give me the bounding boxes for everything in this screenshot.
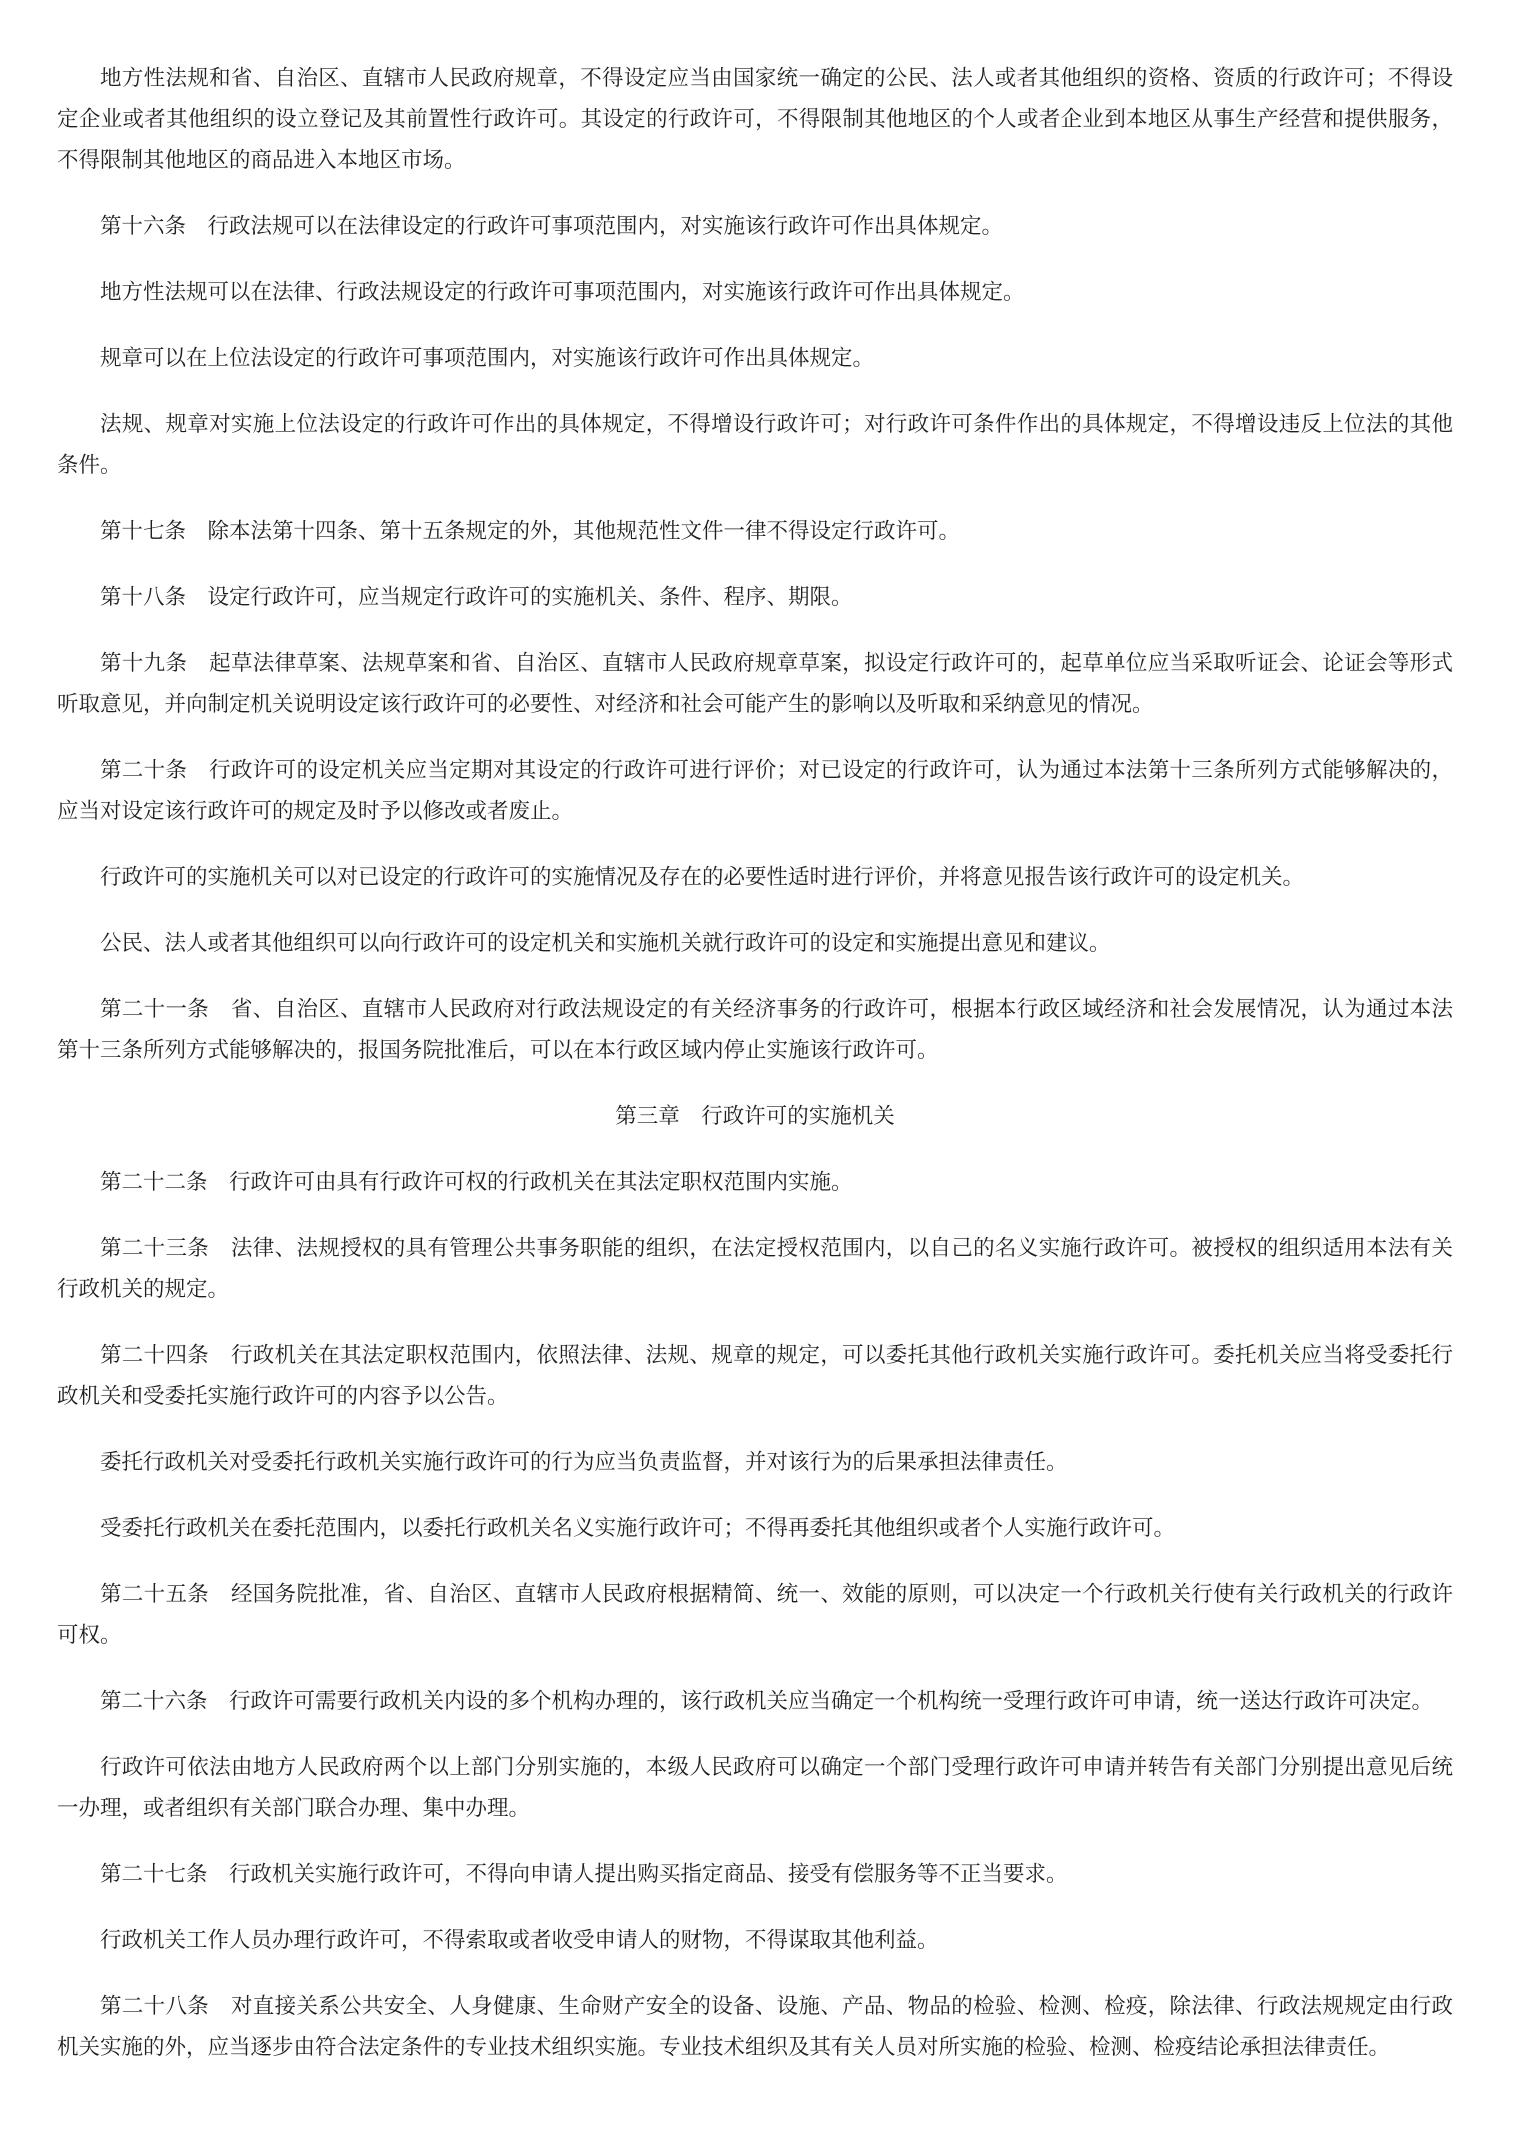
paragraph: 公民、法人或者其他组织可以向行政许可的设定机关和实施机关就行政许可的设定和实施提出意见和建议。: [100, 931, 1111, 956]
document-body: [57, 58, 1453, 2068]
paragraph: 受委托行政机关在委托范围内，以委托行政机关名义实施行政许可；不得再委托其他组织或者个人实施行政许可。: [100, 1516, 1176, 1541]
paragraph: 第二十四条 行政机关在其法定职权范围内，依照法律、法规、规章的规定，可以委托其他行政机关实施行政许可。委托机关应当将受委托行政机关和受委托实施行政许可的内容予以公告。: [57, 1343, 1453, 1409]
paragraph: 第十九条 起草法律草案、法规草案和省、自治区、直辖市人民政府规章草案，拟设定行政许可的，起草单位应当采取听证会、论证会等形式听取意见，并向制定机关说明设定该行政许可的必要性、对经济和社会可能产生的影响以及听取和采纳意见的情况。: [57, 651, 1453, 717]
paragraph: 第二十三条 法律、法规授权的具有管理公共事务职能的组织，在法定授权范围内，以自己的名义实施行政许可。被授权的组织适用本法有关行政机关的规定。: [57, 1236, 1453, 1302]
paragraph: 行政许可依法由地方人民政府两个以上部门分别实施的，本级人民政府可以确定一个部门受理行政许可申请并转告有关部门分别提出意见后统一办理，或者组织有关部门联合办理、集中办理。: [57, 1755, 1453, 1821]
paragraph: 行政机关工作人员办理行政许可，不得索取或者收受申请人的财物，不得谋取其他利益。: [100, 1928, 939, 1953]
paragraph: 第二十条 行政许可的设定机关应当定期对其设定的行政许可进行评价；对已设定的行政许可，认为通过本法第十三条所列方式能够解决的，应当对设定该行政许可的规定及时予以修改或者废止。: [57, 758, 1453, 824]
paragraph: 第二十八条 对直接关系公共安全、人身健康、生命财产安全的设备、设施、产品、物品的检验、检测、检疫，除法律、行政法规规定由行政机关实施的外，应当逐步由符合法定条件的专业技术组织实施。专业技术组织及其有关人员对所实施的检验、检测、检疫结论承担法律责任。: [57, 1994, 1453, 2060]
paragraph: 第二十一条 省、自治区、直辖市人民政府对行政法规设定的有关经济事务的行政许可，根据本行政区域经济和社会发展情况，认为通过本法第十三条所列方式能够解决的，报国务院批准后，可以在本行政区域内停止实施该行政许可。: [57, 997, 1453, 1063]
paragraph: 地方性法规可以在法律、行政法规设定的行政许可事项范围内，对实施该行政许可作出具体规定。: [100, 280, 1025, 305]
paragraph: 法规、规章对实施上位法设定的行政许可作出的具体规定，不得增设行政许可；对行政许可条件作出的具体规定，不得增设违反上位法的其他条件。: [57, 412, 1453, 478]
paragraph: 第十八条 设定行政许可，应当规定行政许可的实施机关、条件、程序、期限。: [100, 585, 853, 610]
paragraph: 第二十六条 行政许可需要行政机关内设的多个机构办理的，该行政机关应当确定一个机构统一受理行政许可申请，统一送达行政许可决定。: [100, 1689, 1434, 1714]
paragraph: 规章可以在上位法设定的行政许可事项范围内，对实施该行政许可作出具体规定。: [100, 346, 875, 371]
paragraph: 地方性法规和省、自治区、直辖市人民政府规章，不得设定应当由国家统一确定的公民、法人或者其他组织的资格、资质的行政许可；不得设定企业或者其他组织的设立登记及其前置性行政许可。其设定的行政许可，不得限制其他地区的个人或者企业到本地区从事生产经营和提供服务，不得限制其他地区的商品进入本地区市场。: [57, 66, 1453, 173]
paragraph: 行政许可的实施机关可以对已设定的行政许可的实施情况及存在的必要性适时进行评价，并将意见报告该行政许可的设定机关。: [100, 865, 1305, 890]
paragraph: 第二十二条 行政许可由具有行政许可权的行政机关在其法定职权范围内实施。: [100, 1170, 853, 1195]
chapter-heading: 第三章 行政许可的实施机关: [615, 1104, 895, 1129]
paragraph: 第十六条 行政法规可以在法律设定的行政许可事项范围内，对实施该行政许可作出具体规定。: [100, 214, 1004, 239]
paragraph: 第十七条 除本法第十四条、第十五条规定的外，其他规范性文件一律不得设定行政许可。: [100, 519, 961, 544]
paragraph: 第二十五条 经国务院批准，省、自治区、直辖市人民政府根据精简、统一、效能的原则，可以决定一个行政机关行使有关行政机关的行政许可权。: [57, 1582, 1453, 1648]
paragraph: 委托行政机关对受委托行政机关实施行政许可的行为应当负责监督，并对该行为的后果承担法律责任。: [100, 1450, 1068, 1475]
paragraph: 第二十七条 行政机关实施行政许可，不得向申请人提出购买指定商品、接受有偿服务等不正当要求。: [100, 1862, 1068, 1887]
